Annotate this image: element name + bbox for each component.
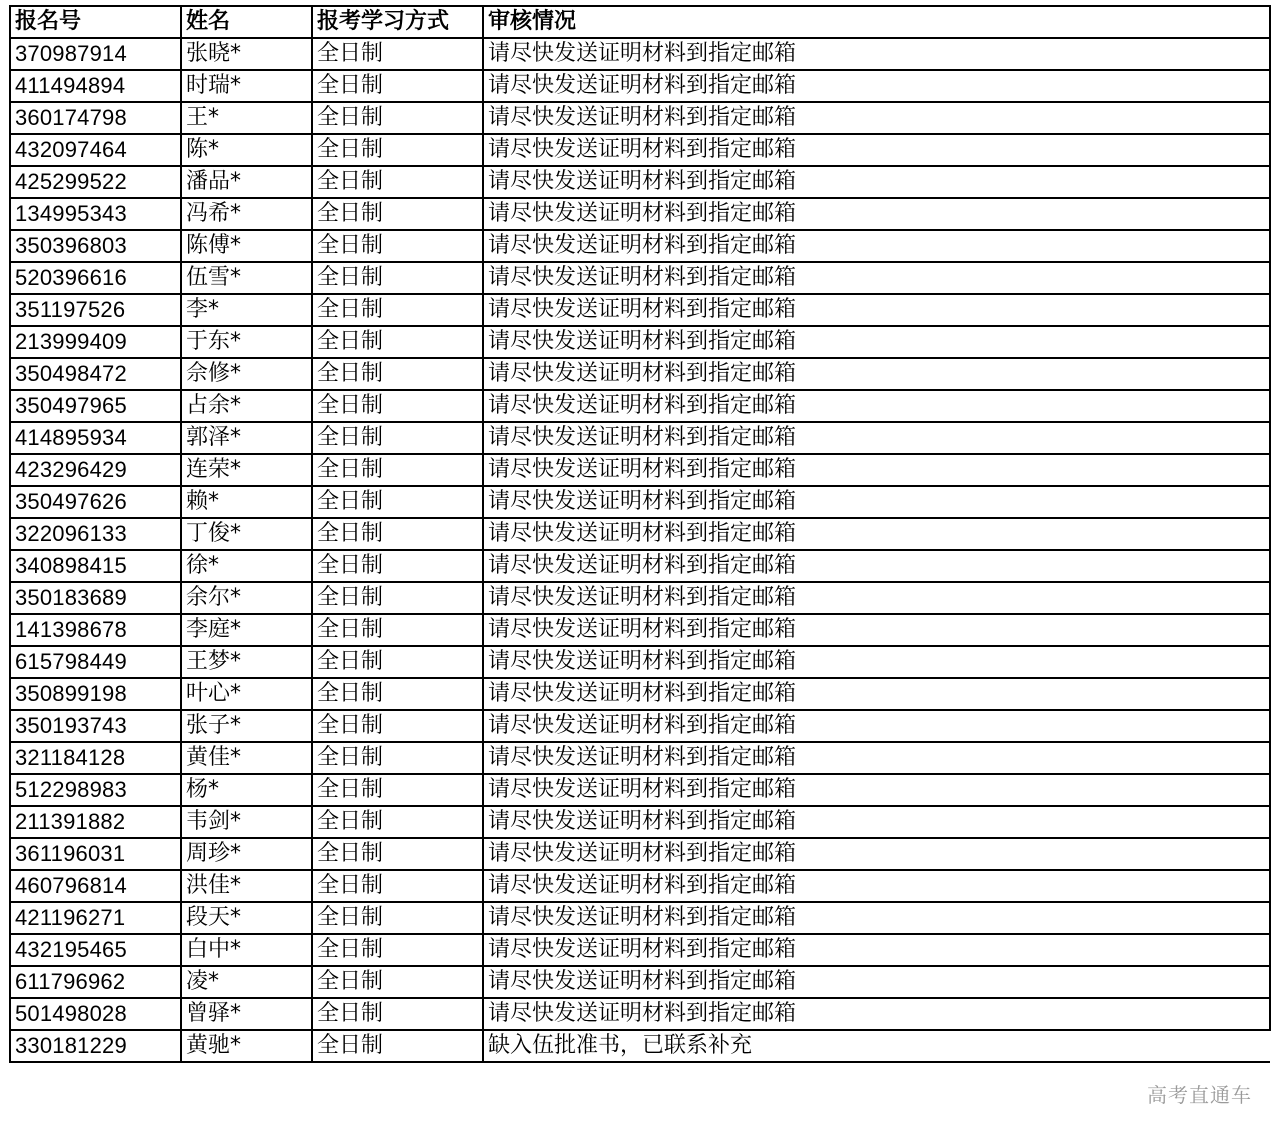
cell-study-mode: 全日制 — [312, 70, 483, 102]
cell-review-status: 请尽快发送证明材料到指定邮箱 — [483, 294, 1270, 326]
cell-review-status: 请尽快发送证明材料到指定邮箱 — [483, 198, 1270, 230]
table-row — [10, 614, 1270, 646]
cell-study-mode: 全日制 — [312, 422, 483, 454]
cell-name: 段天* — [181, 902, 312, 934]
table-row — [10, 678, 1270, 710]
review-table — [9, 5, 1271, 1063]
cell-name: 陈* — [181, 134, 312, 166]
table-row — [10, 326, 1270, 358]
cell-review-status: 请尽快发送证明材料到指定邮箱 — [483, 614, 1270, 646]
cell-study-mode: 全日制 — [312, 198, 483, 230]
table-row — [10, 870, 1270, 902]
cell-registration-number: 141398678 — [10, 614, 181, 646]
cell-registration-number: 423296429 — [10, 454, 181, 486]
cell-name: 叶心* — [181, 678, 312, 710]
cell-review-status: 请尽快发送证明材料到指定邮箱 — [483, 902, 1270, 934]
table-row — [10, 166, 1270, 198]
cell-name: 潘品* — [181, 166, 312, 198]
cell-study-mode: 全日制 — [312, 742, 483, 774]
cell-review-status: 请尽快发送证明材料到指定邮箱 — [483, 134, 1270, 166]
cell-registration-number: 134995343 — [10, 198, 181, 230]
cell-study-mode: 全日制 — [312, 166, 483, 198]
cell-study-mode: 全日制 — [312, 710, 483, 742]
cell-registration-number: 512298983 — [10, 774, 181, 806]
cell-review-status: 请尽快发送证明材料到指定邮箱 — [483, 678, 1270, 710]
cell-name: 张晓* — [181, 38, 312, 70]
cell-name: 黄驰* — [181, 1030, 312, 1062]
cell-study-mode: 全日制 — [312, 998, 483, 1030]
cell-review-status: 请尽快发送证明材料到指定邮箱 — [483, 358, 1270, 390]
cell-study-mode: 全日制 — [312, 486, 483, 518]
cell-name: 徐* — [181, 550, 312, 582]
cell-registration-number: 350497965 — [10, 390, 181, 422]
cell-study-mode: 全日制 — [312, 1030, 483, 1062]
table-row — [10, 390, 1270, 422]
table-row — [10, 454, 1270, 486]
cell-name: 曾驿* — [181, 998, 312, 1030]
cell-registration-number: 501498028 — [10, 998, 181, 1030]
cell-review-status: 请尽快发送证明材料到指定邮箱 — [483, 742, 1270, 774]
cell-registration-number: 350396803 — [10, 230, 181, 262]
cell-name: 白中* — [181, 934, 312, 966]
cell-registration-number: 350498472 — [10, 358, 181, 390]
table-row — [10, 294, 1270, 326]
table-row — [10, 998, 1270, 1030]
cell-name: 王梦* — [181, 646, 312, 678]
table-row — [10, 198, 1270, 230]
table-body — [10, 38, 1270, 1062]
cell-study-mode: 全日制 — [312, 38, 483, 70]
cell-name: 冯希* — [181, 198, 312, 230]
header-name: 姓名 — [181, 6, 312, 38]
cell-registration-number: 350183689 — [10, 582, 181, 614]
cell-name: 张子* — [181, 710, 312, 742]
table-row — [10, 102, 1270, 134]
cell-registration-number: 350193743 — [10, 710, 181, 742]
header-review-status: 审核情况 — [483, 6, 1270, 38]
table-row — [10, 230, 1270, 262]
cell-review-status: 请尽快发送证明材料到指定邮箱 — [483, 518, 1270, 550]
cell-registration-number: 340898415 — [10, 550, 181, 582]
cell-study-mode: 全日制 — [312, 934, 483, 966]
cell-registration-number: 370987914 — [10, 38, 181, 70]
cell-name: 洪佳* — [181, 870, 312, 902]
cell-name: 周珍* — [181, 838, 312, 870]
cell-study-mode: 全日制 — [312, 262, 483, 294]
cell-name: 丁俊* — [181, 518, 312, 550]
cell-review-status: 请尽快发送证明材料到指定邮箱 — [483, 582, 1270, 614]
cell-name: 于东* — [181, 326, 312, 358]
table-row — [10, 774, 1270, 806]
cell-review-status: 请尽快发送证明材料到指定邮箱 — [483, 710, 1270, 742]
cell-name: 黄佳* — [181, 742, 312, 774]
cell-review-status: 请尽快发送证明材料到指定邮箱 — [483, 166, 1270, 198]
table-row — [10, 358, 1270, 390]
table-row — [10, 262, 1270, 294]
cell-registration-number: 350497626 — [10, 486, 181, 518]
cell-name: 郭泽* — [181, 422, 312, 454]
cell-study-mode: 全日制 — [312, 230, 483, 262]
cell-registration-number: 414895934 — [10, 422, 181, 454]
cell-name: 伍雪* — [181, 262, 312, 294]
cell-study-mode: 全日制 — [312, 966, 483, 998]
table-row — [10, 742, 1270, 774]
cell-review-status: 请尽快发送证明材料到指定邮箱 — [483, 70, 1270, 102]
cell-study-mode: 全日制 — [312, 102, 483, 134]
cell-name: 李庭* — [181, 614, 312, 646]
cell-study-mode: 全日制 — [312, 870, 483, 902]
cell-study-mode: 全日制 — [312, 646, 483, 678]
cell-review-status: 请尽快发送证明材料到指定邮箱 — [483, 326, 1270, 358]
cell-registration-number: 360174798 — [10, 102, 181, 134]
cell-review-status: 请尽快发送证明材料到指定邮箱 — [483, 646, 1270, 678]
cell-study-mode: 全日制 — [312, 454, 483, 486]
cell-review-status: 请尽快发送证明材料到指定邮箱 — [483, 390, 1270, 422]
cell-study-mode: 全日制 — [312, 614, 483, 646]
cell-registration-number: 213999409 — [10, 326, 181, 358]
cell-name: 连荣* — [181, 454, 312, 486]
cell-name: 佘修* — [181, 358, 312, 390]
header-study-mode: 报考学习方式 — [312, 6, 483, 38]
cell-registration-number: 520396616 — [10, 262, 181, 294]
cell-study-mode: 全日制 — [312, 902, 483, 934]
cell-study-mode: 全日制 — [312, 550, 483, 582]
cell-registration-number: 615798449 — [10, 646, 181, 678]
table-row — [10, 710, 1270, 742]
table-row — [10, 646, 1270, 678]
cell-review-status: 请尽快发送证明材料到指定邮箱 — [483, 550, 1270, 582]
cell-review-status: 请尽快发送证明材料到指定邮箱 — [483, 966, 1270, 998]
cell-review-status: 请尽快发送证明材料到指定邮箱 — [483, 230, 1270, 262]
cell-name: 时瑞* — [181, 70, 312, 102]
cell-review-status: 请尽快发送证明材料到指定邮箱 — [483, 838, 1270, 870]
table-row — [10, 582, 1270, 614]
cell-study-mode: 全日制 — [312, 838, 483, 870]
cell-study-mode: 全日制 — [312, 806, 483, 838]
cell-study-mode: 全日制 — [312, 774, 483, 806]
table-row — [10, 806, 1270, 838]
header-registration-number: 报名号 — [10, 6, 181, 38]
cell-study-mode: 全日制 — [312, 390, 483, 422]
table-row — [10, 838, 1270, 870]
table-row — [10, 518, 1270, 550]
cell-registration-number: 432097464 — [10, 134, 181, 166]
cell-name: 杨* — [181, 774, 312, 806]
cell-name: 占余* — [181, 390, 312, 422]
cell-study-mode: 全日制 — [312, 134, 483, 166]
cell-review-status: 请尽快发送证明材料到指定邮箱 — [483, 870, 1270, 902]
cell-study-mode: 全日制 — [312, 518, 483, 550]
cell-registration-number: 432195465 — [10, 934, 181, 966]
cell-registration-number: 460796814 — [10, 870, 181, 902]
table-row — [10, 966, 1270, 998]
cell-name: 余尔* — [181, 582, 312, 614]
cell-name: 凌* — [181, 966, 312, 998]
watermark: 高考直通车 — [1147, 1083, 1252, 1107]
cell-name: 王* — [181, 102, 312, 134]
cell-review-status: 缺入伍批准书，已联系补充 — [483, 1030, 1270, 1062]
cell-registration-number: 611796962 — [10, 966, 181, 998]
table-row — [10, 486, 1270, 518]
table-row — [10, 134, 1270, 166]
table-row — [10, 902, 1270, 934]
cell-study-mode: 全日制 — [312, 294, 483, 326]
table-row — [10, 1030, 1270, 1062]
table-header-row — [10, 6, 1270, 38]
cell-study-mode: 全日制 — [312, 326, 483, 358]
cell-name: 韦剑* — [181, 806, 312, 838]
cell-name: 李* — [181, 294, 312, 326]
cell-registration-number: 361196031 — [10, 838, 181, 870]
table-row — [10, 70, 1270, 102]
cell-registration-number: 425299522 — [10, 166, 181, 198]
cell-review-status: 请尽快发送证明材料到指定邮箱 — [483, 934, 1270, 966]
cell-registration-number: 322096133 — [10, 518, 181, 550]
cell-review-status: 请尽快发送证明材料到指定邮箱 — [483, 806, 1270, 838]
cell-review-status: 请尽快发送证明材料到指定邮箱 — [483, 774, 1270, 806]
cell-study-mode: 全日制 — [312, 582, 483, 614]
table-row — [10, 422, 1270, 454]
cell-review-status: 请尽快发送证明材料到指定邮箱 — [483, 998, 1270, 1030]
table-row — [10, 550, 1270, 582]
cell-registration-number: 421196271 — [10, 902, 181, 934]
cell-registration-number: 350899198 — [10, 678, 181, 710]
cell-review-status: 请尽快发送证明材料到指定邮箱 — [483, 422, 1270, 454]
cell-review-status: 请尽快发送证明材料到指定邮箱 — [483, 38, 1270, 70]
cell-registration-number: 330181229 — [10, 1030, 181, 1062]
cell-registration-number: 411494894 — [10, 70, 181, 102]
cell-study-mode: 全日制 — [312, 678, 483, 710]
cell-review-status: 请尽快发送证明材料到指定邮箱 — [483, 454, 1270, 486]
cell-registration-number: 321184128 — [10, 742, 181, 774]
cell-name: 陈傅* — [181, 230, 312, 262]
cell-review-status: 请尽快发送证明材料到指定邮箱 — [483, 486, 1270, 518]
cell-name: 赖* — [181, 486, 312, 518]
table-row — [10, 38, 1270, 70]
cell-registration-number: 211391882 — [10, 806, 181, 838]
review-table-sheet — [9, 5, 1269, 1063]
cell-review-status: 请尽快发送证明材料到指定邮箱 — [483, 262, 1270, 294]
cell-registration-number: 351197526 — [10, 294, 181, 326]
cell-review-status: 请尽快发送证明材料到指定邮箱 — [483, 102, 1270, 134]
table-row — [10, 934, 1270, 966]
cell-study-mode: 全日制 — [312, 358, 483, 390]
